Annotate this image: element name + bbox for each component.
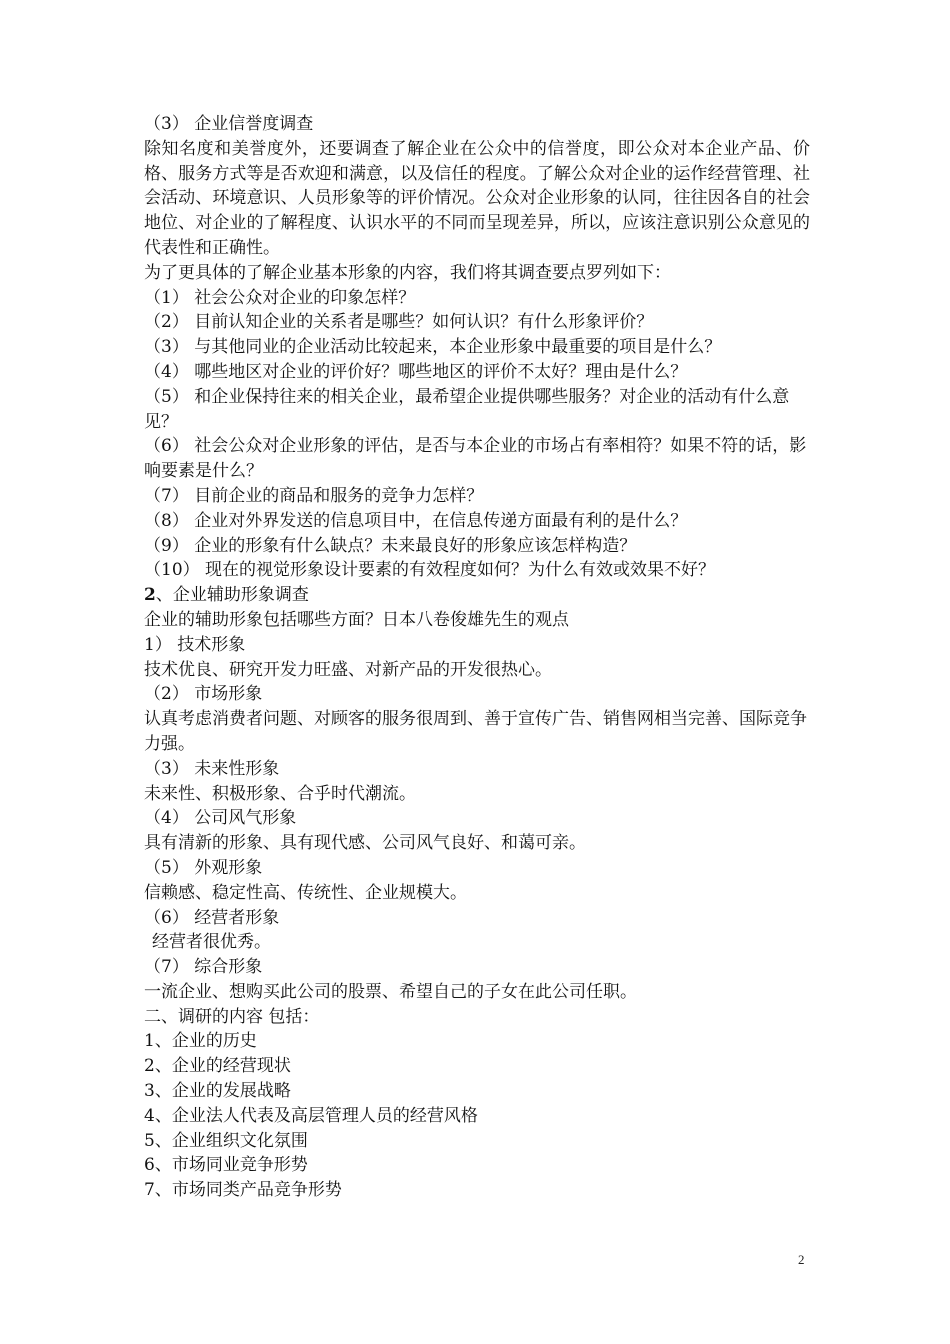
list-item: （6） 社会公众对企业形象的评估，是否与本企业的市场占有率相符？如果不符的话，影响要素是什么？ (144, 436, 807, 482)
aux-body: 未来性、积极形象、合乎时代潮流。 (144, 783, 416, 804)
aux-heading: （3） 未来性形象 (144, 758, 280, 779)
research-item: 2、企业的经营现状 (144, 1056, 291, 1077)
aux-heading: （6） 经营者形象 (144, 907, 280, 928)
research-item: 6、市场同业竞争形势 (144, 1155, 308, 1176)
list-item: （5） 和企业保持往来的相关企业，最希望企业提供哪些服务？对企业的活动有什么意见？ (144, 386, 790, 432)
list-item: （3） 与其他同业的企业活动比较起来，本企业形象中最重要的项目是什么？ (144, 337, 722, 358)
list-item: （10） 现在的视觉形象设计要素的有效程度如何？为什么有效或效果不好？ (144, 560, 716, 581)
aux-body: 信赖感、稳定性高、传统性、企业规模大。 (144, 882, 467, 903)
list-item: （9） 企业的形象有什么缺点？未来最良好的形象应该怎样构造？ (144, 535, 637, 556)
list-item: （2） 目前认知企业的关系者是哪些？如何认识？有什么形象评价？ (144, 312, 654, 333)
research-item: 5、企业组织文化氛围 (144, 1130, 308, 1151)
aux-heading: （2） 市场形象 (144, 684, 263, 705)
research-item: 3、企业的发展战略 (144, 1081, 291, 1102)
page-number: 2 (798, 1252, 805, 1267)
list-item: （1） 社会公众对企业的印象怎样？ (144, 287, 416, 308)
paragraph-auxiliary-intro: 企业的辅助形象包括哪些方面？日本八卷俊雄先生的观点 (144, 609, 569, 630)
aux-body: 经营者很优秀。 (152, 932, 271, 953)
aux-heading: 1） 技术形象 (144, 634, 246, 655)
aux-body: 技术优良、研究开发力旺盛、对新产品的开发很热心。 (144, 659, 552, 680)
research-item: 1、企业的历史 (144, 1031, 257, 1052)
research-item: 7、市场同类产品竞争形势 (144, 1180, 342, 1201)
aux-body: 具有清新的形象、具有现代感、公司风气良好、和蔼可亲。 (144, 833, 586, 854)
list-item: （8） 企业对外界发送的信息项目中，在信息传递方面最有利的是什么？ (144, 510, 688, 531)
section-number: 2 (144, 585, 156, 606)
aux-body: 认真考虑消费者问题、对顾客的服务很周到、善于宣传广告、销售网相当完善、国际竞争力强。 (144, 709, 807, 754)
list-item: （4） 哪些地区对企业的评价好？哪些地区的评价不太好？理由是什么？ (144, 361, 688, 382)
aux-heading: （7） 综合形象 (144, 957, 263, 978)
section-heading-credibility: （3） 企业信誉度调查 (144, 114, 314, 134)
aux-heading: （5） 外观形象 (144, 857, 263, 878)
section-heading-research: 二、调研的内容 包括： (144, 1006, 320, 1027)
aux-heading: （4） 公司风气形象 (144, 808, 297, 829)
paragraph-credibility: 除知名度和美誉度外，还要调查了解企业在公众中的信誉度，即公众对本企业产品、价格、服务方式等是否欢迎和满意，以及信任的程度。了解公众对企业的运作经营管理、社会活动、环境意识、人员形象等的评价情况。公众对企业形象的认同，往往因各自的社会地位、对企业的了解程度、认识水平的不同而呈现差异，所以，应该注意识别公众意见的代表性和正确性。 (144, 138, 810, 258)
research-item: 4、企业法人代表及高层管理人员的经营风格 (144, 1105, 478, 1126)
document-body (144, 112, 810, 1203)
section-title: 、企业辅助形象调查 (155, 585, 309, 606)
section-heading-auxiliary (144, 583, 810, 608)
paragraph-intro: 为了更具体的了解企业基本形象的内容，我们将其调查要点罗列如下： (144, 262, 671, 283)
aux-body: 一流企业、想购买此公司的股票、希望自己的子女在此公司任职。 (144, 981, 637, 1002)
list-item: （7） 目前企业的商品和服务的竞争力怎样？ (144, 485, 484, 506)
